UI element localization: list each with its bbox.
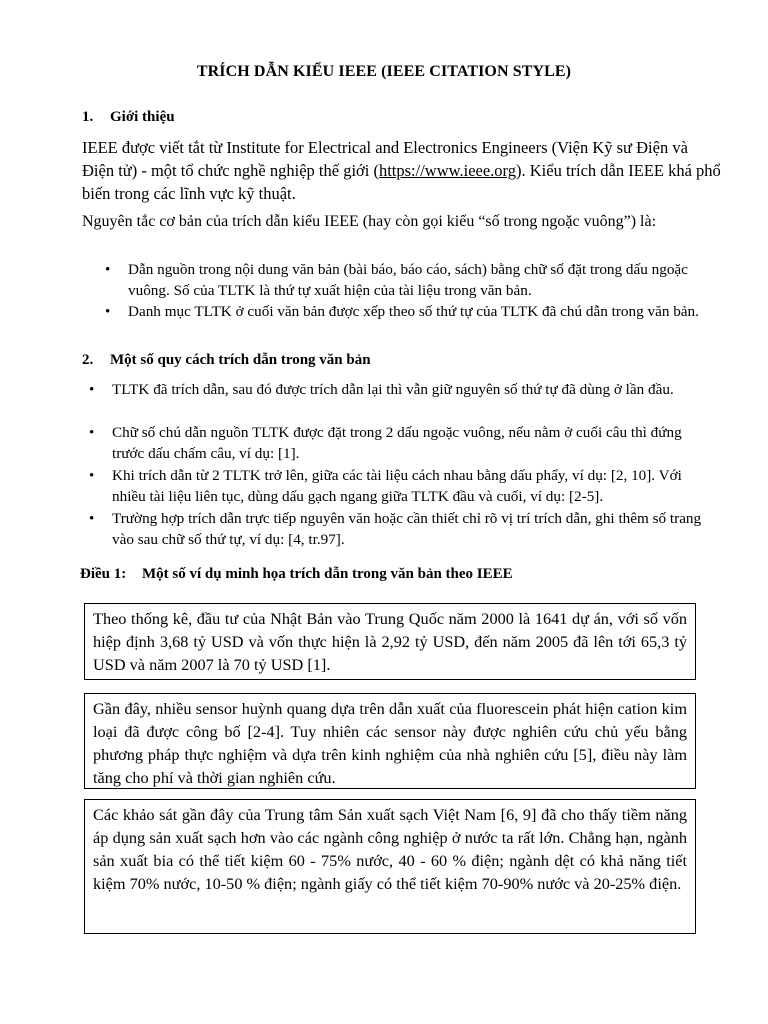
- rule-bullet-2: [89, 423, 702, 464]
- section-1-title: Giới thiệu: [110, 109, 175, 125]
- bullet-dot: •: [89, 467, 95, 484]
- bullet-text: Danh mục TLTK ở cuối văn bản được xếp theo số thứ tự của TLTK đã chú dẫn trong văn bản.: [128, 303, 699, 320]
- rule-bullet-3: [89, 466, 702, 507]
- article-1-label: Điều 1:: [80, 566, 127, 582]
- bullet-text: Dẫn nguồn trong nội dung văn bản (bài báo, báo cáo, sách) bằng chữ số đặt trong dấu ngoặc vuông. Số của TLTK là thứ tự xuất hiện của tài liệu trong văn bản.: [128, 261, 688, 299]
- section-2-number: 2.: [82, 352, 94, 368]
- rule-bullet-1: [89, 380, 702, 401]
- bullet-text: TLTK đã trích dẫn, sau đó được trích dẫn lại thì vẫn giữ nguyên số thứ tự đã dùng ở lần đầu.: [112, 381, 674, 398]
- principle-bullet-2: [105, 302, 708, 323]
- example-box-2: Gần đây, nhiều sensor huỳnh quang dựa trên dẫn xuất của fluorescein phát hiện cation kim loại đã được công bố [2-4]. Tuy nhiên các sensor này được nghiên cứu chủ yếu bằng phương pháp thực nghiệm và dựa trên kinh nghiệm của nhà nghiên cứu [5], điều này làm tăng cho phí và thời gian nghiên cứu.: [84, 693, 696, 789]
- bullet-text: Trường hợp trích dẫn trực tiếp nguyên văn hoặc cần thiết chỉ rõ vị trí trích dẫn, ghi thêm số trang vào sau chữ số thứ tự, ví dụ: [4, tr.97].: [112, 510, 702, 548]
- example-box-3: Các khảo sát gần đây của Trung tâm Sản xuất sạch Việt Nam [6, 9] đã cho thấy tiềm năng áp dụng sản xuất sạch hơn vào các ngành công nghiệp ở nước ta rất lớn. Chẳng hạn, ngành sản xuất bia có thể tiết kiệm 60 - 75% nước, 40 - 60 % điện; ngành dệt có khả năng tiết kiệm 70% nước, 10-50 % điện; ngành giấy có thể tiết kiệm 70-90% nước và 20-25% điện.: [84, 799, 696, 934]
- bullet-dot: •: [89, 381, 95, 398]
- article-1-heading: [80, 566, 513, 583]
- ieee-link[interactable]: https://www.ieee.org: [378, 161, 516, 180]
- intro-text-before-link: IEEE được viết tắt từ Institute for Electrical and Electronics Engineers (Viện Kỹ sư Điện và Điện tử) - một tổ chức nghề nghiệp thế giới (: [82, 138, 688, 180]
- bullet-text: Chữ số chú dẫn nguồn TLTK được đặt trong 2 dấu ngoặc vuông, nếu nằm ở cuối câu thì đứng trước dấu chấm câu, ví dụ: [1].: [112, 424, 682, 462]
- example-box-1: Theo thống kê, đầu tư của Nhật Bản vào Trung Quốc năm 2000 là 1641 dự án, với số vốn hiệp định 3,68 tỷ USD và vốn thực hiện là 2,92 tỷ USD, đến năm 2005 đã lên tới 65,3 tỷ USD và năm 2007 là 70 tỷ USD [1].: [84, 603, 696, 680]
- bullet-dot: •: [105, 261, 111, 278]
- rule-bullet-4: [89, 509, 702, 550]
- bullet-dot: •: [89, 510, 95, 527]
- section-1-number: 1.: [82, 109, 94, 125]
- section-2-heading: [82, 352, 371, 369]
- page-title: TRÍCH DẪN KIỂU IEEE (IEEE CITATION STYLE): [196, 63, 572, 80]
- bullet-dot: •: [89, 424, 95, 441]
- section-2-title: Một số quy cách trích dẫn trong văn bản: [110, 352, 371, 368]
- bullet-dot: •: [105, 303, 111, 320]
- intro-text-after-link: ). Kiểu trích dẫn IEEE khá phổ biến trong các lĩnh vực kỹ thuật.: [82, 161, 721, 203]
- article-1-title: Một số ví dụ minh họa trích dẫn trong văn bản theo IEEE: [142, 566, 513, 582]
- intro-paragraph: [82, 136, 722, 205]
- section-1-heading: [82, 109, 175, 126]
- principle-paragraph: Nguyên tắc cơ bản của trích dẫn kiểu IEEE (hay còn gọi kiểu “số trong ngoặc vuông”) là:: [82, 213, 657, 230]
- principle-bullet-1: [105, 260, 708, 301]
- bullet-text: Khi trích dẫn từ 2 TLTK trở lên, giữa các tài liệu cách nhau bằng dấu phẩy, ví dụ: [2, 10]. Với nhiều tài liệu liên tục, dùng dấu gạch ngang giữa TLTK đầu và cuối, ví dụ: [2-5].: [112, 467, 682, 505]
